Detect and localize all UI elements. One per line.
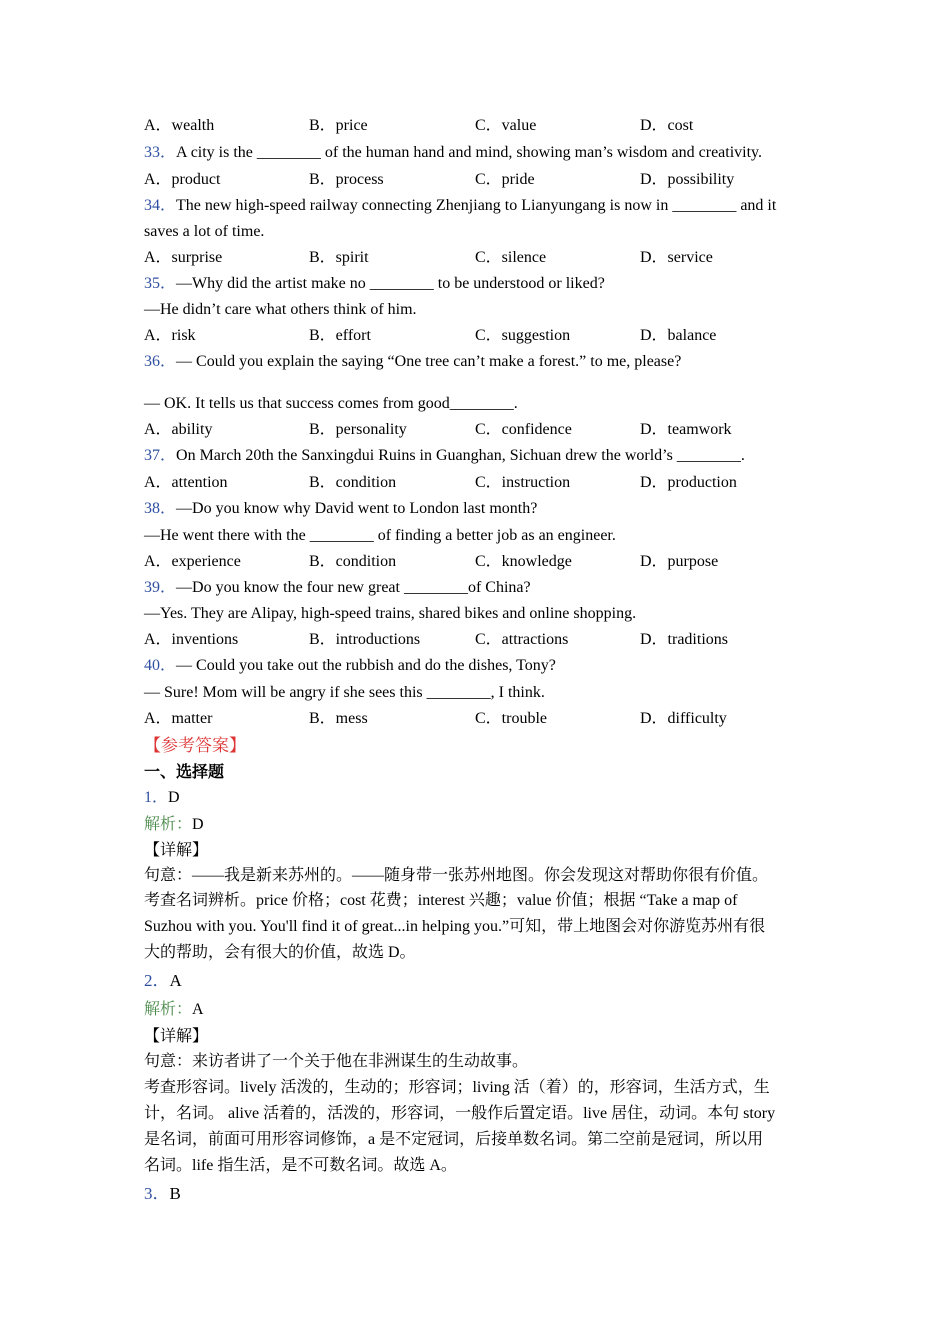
question-36-reply: — OK. It tells us that success comes from good________. bbox=[144, 395, 518, 412]
answer-number: 3． bbox=[144, 1184, 170, 1203]
option-a: A．inventions bbox=[144, 631, 239, 648]
answer-value: A bbox=[169, 971, 182, 990]
option-b: B．condition bbox=[309, 553, 397, 570]
option-d: D．service bbox=[640, 249, 713, 266]
option-d: D．difficulty bbox=[640, 710, 727, 727]
option-c: C．silence bbox=[475, 249, 547, 266]
analysis-2 bbox=[144, 1000, 204, 1020]
question-number: 35． bbox=[144, 275, 177, 292]
option-a: A．product bbox=[144, 171, 221, 188]
option-d: D．production bbox=[640, 474, 737, 491]
option-b: B．effort bbox=[309, 327, 371, 344]
option-c: C．trouble bbox=[475, 710, 547, 727]
option-d: D．teamwork bbox=[640, 421, 732, 438]
question-number: 33． bbox=[144, 144, 177, 161]
option-b: B．price bbox=[309, 117, 368, 134]
question-33 bbox=[144, 143, 762, 163]
question-34-continued: saves a lot of time. bbox=[144, 223, 265, 240]
question-39 bbox=[144, 578, 531, 598]
question-35 bbox=[144, 274, 605, 294]
option-d: D．traditions bbox=[640, 631, 728, 648]
detail-line: Suzhou with you. You'll find it of great...in helping you.”可知，带上地图会对你游览苏州有很 bbox=[144, 918, 766, 935]
question-text: — Could you explain the saying “One tree can’t make a forest.” to me, please? bbox=[176, 353, 682, 370]
answer-value: D bbox=[168, 789, 180, 806]
option-a: A．attention bbox=[144, 474, 228, 491]
analysis-label: 解析： bbox=[144, 1001, 193, 1018]
option-a: A．wealth bbox=[144, 117, 215, 134]
detail-line: 句意：——我是新来苏州的。——随身带一张苏州地图。你会发现这对帮助你很有价值。 bbox=[144, 867, 769, 884]
option-b: B．mess bbox=[309, 710, 368, 727]
option-a: A．experience bbox=[144, 553, 241, 570]
question-number: 38． bbox=[144, 500, 177, 517]
question-text: —Why did the artist make no ________ to be understood or liked? bbox=[176, 275, 605, 292]
analysis-value: A bbox=[192, 1001, 204, 1018]
option-c: C．value bbox=[475, 117, 537, 134]
option-d: D．balance bbox=[640, 327, 717, 344]
option-a: A．risk bbox=[144, 327, 196, 344]
question-text: — Could you take out the rubbish and do the dishes, Tony? bbox=[176, 657, 556, 674]
option-c: C．knowledge bbox=[475, 553, 572, 570]
question-39-reply: —Yes. They are Alipay, high-speed trains, shared bikes and online shopping. bbox=[144, 605, 637, 622]
question-number: 34． bbox=[144, 197, 177, 214]
question-number: 40． bbox=[144, 657, 177, 674]
option-a: A．matter bbox=[144, 710, 213, 727]
detail-heading-2: 【详解】 bbox=[144, 1028, 209, 1045]
analysis-value: D bbox=[192, 816, 204, 833]
question-38-reply: —He went there with the ________ of finding a better job as an engineer. bbox=[144, 527, 616, 544]
q32-options bbox=[144, 116, 824, 136]
analysis-1 bbox=[144, 815, 204, 835]
question-number: 36． bbox=[144, 353, 177, 370]
detail-heading-1: 【详解】 bbox=[144, 842, 209, 859]
q39-options bbox=[144, 630, 824, 650]
question-38 bbox=[144, 499, 537, 519]
answer-value: B bbox=[169, 1184, 181, 1203]
q35-options bbox=[144, 326, 824, 346]
option-c: C．attractions bbox=[475, 631, 569, 648]
answer-2 bbox=[144, 971, 182, 991]
answer-key-heading: 【参考答案】 bbox=[144, 736, 246, 755]
option-b: B．introductions bbox=[309, 631, 421, 648]
question-36 bbox=[144, 352, 681, 372]
option-b: B．spirit bbox=[309, 249, 369, 266]
answer-3 bbox=[144, 1184, 181, 1204]
option-a: A．surprise bbox=[144, 249, 223, 266]
question-text: A city is the ________ of the human hand and mind, showing man’s wisdom and creativity. bbox=[176, 144, 763, 161]
q38-options bbox=[144, 552, 824, 572]
detail-line: 句意：来访者讲了一个关于他在非洲谋生的生动故事。 bbox=[144, 1053, 529, 1070]
option-b: B．condition bbox=[309, 474, 397, 491]
q34-options bbox=[144, 248, 824, 268]
question-number: 39． bbox=[144, 579, 177, 596]
option-b: B．process bbox=[309, 171, 384, 188]
option-c: C．confidence bbox=[475, 421, 572, 438]
option-d: D．cost bbox=[640, 117, 694, 134]
answer-number: 2． bbox=[144, 971, 170, 990]
q33-options bbox=[144, 170, 824, 190]
question-40 bbox=[144, 656, 556, 676]
option-c: C．suggestion bbox=[475, 327, 571, 344]
section-heading: 一、选择题 bbox=[144, 764, 225, 781]
question-text: The new high-speed railway connecting Zhenjiang to Lianyungang is now in ________ and it bbox=[176, 197, 777, 214]
option-a: A．ability bbox=[144, 421, 213, 438]
detail-line: 考查名词辨析。price 价格；cost 花费；interest 兴趣；value 价值；根据 “Take a map of bbox=[144, 892, 738, 909]
q37-options bbox=[144, 473, 824, 493]
option-c: C．instruction bbox=[475, 474, 571, 491]
q36-options bbox=[144, 420, 824, 440]
question-37 bbox=[144, 446, 745, 466]
option-b: B．personality bbox=[309, 421, 407, 438]
detail-line: 是名词，前面可用形容词修饰，a 是不定冠词，后接单数名词。第二空前是冠词，所以用 bbox=[144, 1131, 764, 1148]
q40-options bbox=[144, 709, 824, 729]
question-number: 37． bbox=[144, 447, 177, 464]
analysis-label: 解析： bbox=[144, 816, 193, 833]
question-text: —Do you know the four new great ________of China? bbox=[176, 579, 531, 596]
question-text: On March 20th the Sanxingdui Ruins in Guanghan, Sichuan drew the world’s ________. bbox=[176, 447, 745, 464]
detail-line: 大的帮助，会有很大的价值，故选 D。 bbox=[144, 944, 416, 961]
answer-number: 1． bbox=[144, 789, 169, 806]
question-text: —Do you know why David went to London last month? bbox=[176, 500, 538, 517]
detail-line: 考查形容词。lively 活泼的，生动的；形容词；living 活（着）的，形容词，生活方式，生 bbox=[144, 1079, 770, 1096]
answer-1 bbox=[144, 788, 180, 808]
option-d: D．purpose bbox=[640, 553, 719, 570]
question-35-reply: —He didn’t care what others think of him. bbox=[144, 301, 417, 318]
detail-line: 计，名词。 alive 活着的，活泼的，形容词，一般作后置定语。live 居住，动词。本句 story bbox=[144, 1105, 776, 1122]
question-34 bbox=[144, 196, 776, 216]
question-40-reply: — Sure! Mom will be angry if she sees this ________, I think. bbox=[144, 684, 545, 701]
option-d: D．possibility bbox=[640, 171, 735, 188]
option-c: C．pride bbox=[475, 171, 535, 188]
detail-line: 名词。life 指生活，是不可数名词。故选 A。 bbox=[144, 1157, 457, 1174]
